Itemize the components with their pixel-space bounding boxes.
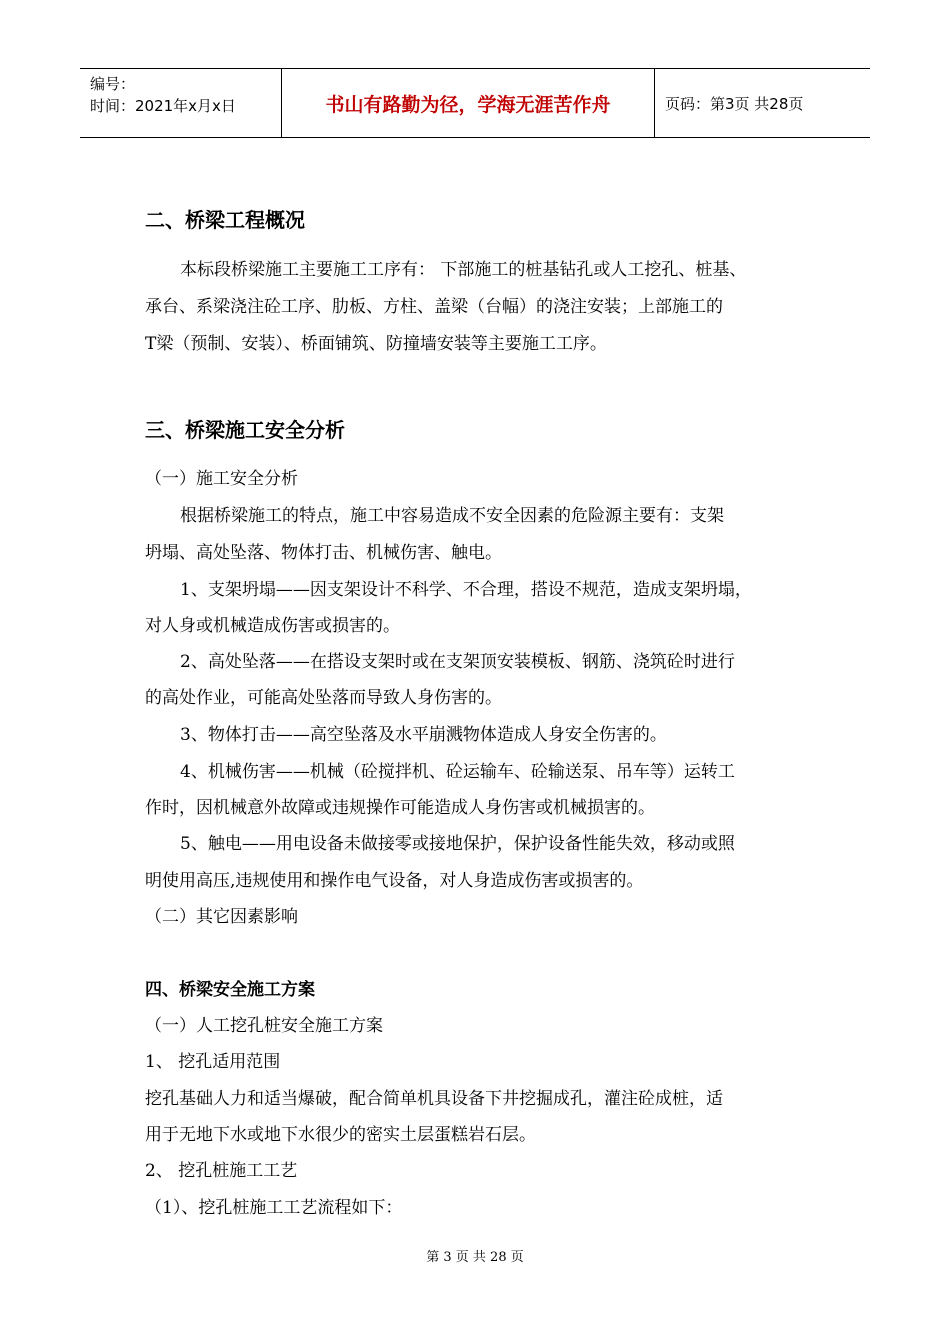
paragraph-line: 承台、系梁浇注砼工序、肋板、方柱、盖梁（台幅）的浇注安装；上部施工的 (145, 297, 723, 317)
paragraph-line: 用于无地下水或地下水很少的密实土层蛋糕岩石层。 (145, 1125, 536, 1145)
subsection-heading: （一）人工挖孔桩安全施工方案 (145, 1016, 383, 1036)
paragraph-line: 坍塌、高处坠落、物体打击、机械伤害、触电。 (145, 543, 502, 563)
paragraph-line: 作时，因机械意外故障或违规操作可能造成人身伤害或机械损害的。 (145, 798, 655, 818)
list-item: 1、支架坍塌——因支架设计不科学、不合理，搭设不规范，造成支架坍塌， (180, 580, 752, 600)
subsection-heading: （一）施工安全分析 (145, 469, 298, 489)
header-meta (80, 69, 282, 137)
document-header (80, 68, 870, 138)
code-label: 编号： (90, 75, 136, 93)
page-footer: 第 3 页 共 28 页 (426, 1250, 524, 1265)
list-item: 3、物体打击——高空坠落及水平崩溅物体造成人身安全伤害的。 (180, 725, 667, 745)
section-heading-3: 三、桥梁施工安全分析 (145, 418, 345, 442)
section-heading-2: 二、桥梁工程概况 (145, 208, 305, 232)
header-page-info: 页码：第3页 共28页 (665, 94, 804, 113)
numbered-heading: 1、 挖孔适用范围 (145, 1052, 281, 1072)
section-heading-4: 四、桥梁安全施工方案 (145, 980, 315, 1000)
list-item: 5、触电——用电设备未做接零或接地保护，保护设备性能失效，移动或照 (180, 834, 735, 854)
paragraph-line: 本标段桥梁施工主要施工工序有： 下部施工的桩基钻孔或人工挖孔、桩基、 (180, 260, 747, 280)
list-item: 4、机械伤害——机械（砼搅拌机、砼运输车、砼输送泵、吊车等）运转工 (180, 762, 735, 782)
paragraph-line: 挖孔基础人力和适当爆破，配合简单机具设备下井挖掘成孔，灌注砼成桩，适 (145, 1089, 723, 1109)
date-line: 时间：2021年x月x日 (90, 97, 236, 115)
header-motto: 书山有路勤为径，学海无涯苦作舟 (282, 69, 655, 137)
paragraph-line: T梁（预制、安装）、桥面铺筑、防撞墙安装等主要施工工序。 (145, 334, 607, 354)
paragraph-line: 对人身或机械造成伤害或损害的。 (145, 616, 400, 636)
paragraph-line: 根据桥梁施工的特点，施工中容易造成不安全因素的危险源主要有：支架 (180, 506, 724, 526)
subsection-heading: （二）其它因素影响 (145, 907, 298, 927)
paragraph-line: （1）、挖孔桩施工工艺流程如下： (145, 1198, 403, 1218)
paragraph-line: 的高处作业，可能高处坠落而导致人身伤害的。 (145, 688, 502, 708)
list-item: 2、高处坠落——在搭设支架时或在支架顶安装模板、钢筋、浇筑砼时进行 (180, 652, 735, 672)
numbered-heading: 2、 挖孔桩施工工艺 (145, 1161, 298, 1181)
paragraph-line: 明使用高压,违规使用和操作电气设备，对人身造成伤害或损害的。 (145, 871, 644, 891)
